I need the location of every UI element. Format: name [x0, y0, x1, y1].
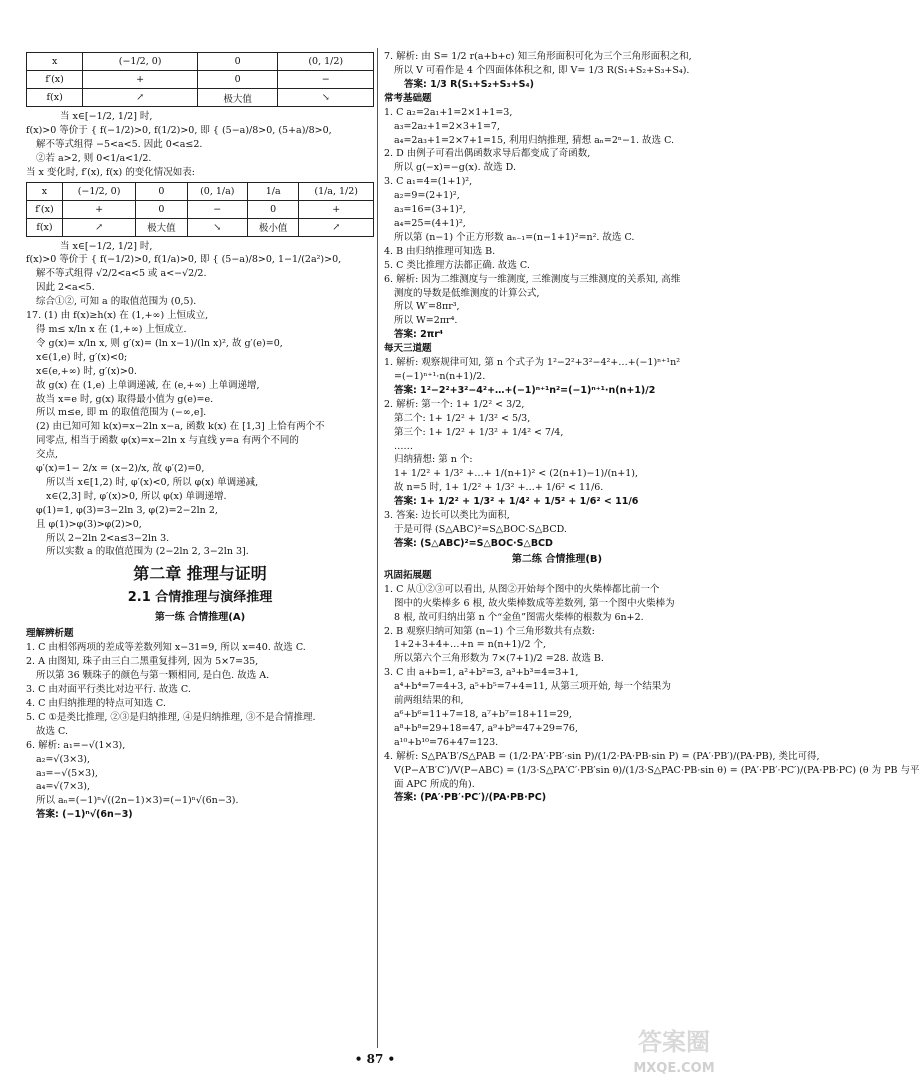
subsection-title: 每天三道题 [384, 343, 432, 355]
answer-line: 答案: (PA′·PB′·PC′)/(PA·PB·PC) [394, 792, 547, 804]
table-cell: f(x) [27, 89, 83, 107]
text-line: 交点, [36, 449, 59, 461]
subsection-title: 常考基础题 [384, 92, 432, 104]
table-header-cell: (0, 1/a) [187, 182, 247, 200]
text-line: 因此 2<a<5. [36, 282, 95, 294]
text-line: 故 n=5 时, 1+ 1/2² + 1/3² +…+ 1/6² < 11/6. [394, 482, 604, 494]
text-line: 令 g(x)= x/ln x, 则 g′(x)= (ln x−1)/(ln x)², 故 g′(e)=0, [36, 337, 283, 349]
chapter-title: 第二章 推理与证明 [133, 564, 267, 584]
text-line: 2. B 观察归纳可知第 (n−1) 个三角形数共有点数: [384, 625, 595, 637]
text-line: 图中的火柴棒多 6 根, 故火柴棒数成等差数列, 第一个图中火柴棒为 [394, 597, 675, 609]
table-cell: − [278, 71, 374, 89]
table-header-cell: (1/a, 1/2) [299, 182, 374, 200]
text-line: ②若 a>2, 则 0<1/a<1/2. [36, 152, 152, 164]
text-line: 4. C 由归纳推理的特点可知选 C. [26, 698, 166, 709]
text-line: (2) 由已知可知 k(x)=x−2ln x−a, 函数 k(x) 在 [1,3] 上恰有两个不 [36, 421, 325, 433]
text-line: 当 x∈[−1/2, 1/2] 时, [60, 240, 153, 252]
table-cell: 0 [136, 200, 187, 218]
text-line: 所以 m≤e, 即 m 的取值范围为 (−∞,e]. [36, 407, 207, 419]
table-header-cell: (0, 1/2) [278, 53, 374, 71]
text-line: 第二个: 1+ 1/2² + 1/3² < 5/3, [394, 412, 531, 424]
text-line: 1. 解析: 观察规律可知, 第 n 个式子为 1²−2²+3²−4²+…+(−1)ⁿ⁺¹n² [384, 357, 681, 369]
text-line: 1+ 1/2² + 1/3² +…+ 1/(n+1)² < (2(n+1)−1)/(n+1), [394, 468, 639, 480]
text-line: 解不等式组得 −5<a<5. 因此 0<a≤2. [36, 138, 203, 150]
text-line: a⁶+b⁶=11+7=18, a⁷+b⁷=18+11=29, [394, 708, 572, 720]
table-cell: 极小值 [247, 218, 298, 236]
text-line: a₄=√(7×3), [36, 781, 90, 793]
table-cell: f′(x) [27, 200, 63, 218]
text-line: a₃=16=(3+1)², [394, 204, 466, 216]
text-line: x∈(1,e) 时, g′(x)<0; [36, 351, 128, 363]
lesson-title: 第一练 合情推理(A) [154, 612, 246, 624]
text-line: a₂=√(3×3), [36, 753, 90, 765]
text-line: a₄=2a₃+1=2×7+1=15, 利用归纳推理, 猜想 aₙ=2ⁿ−1. 故选 C. [394, 134, 675, 146]
text-line: 且 φ(1)>φ(3)>φ(2)>0, [36, 518, 142, 530]
text-line: f(x)>0 等价于 { f(−1/2)>0, f(1/a)>0, 即 { (5−a)/8>0, 1−1/(2a²)>0, [26, 254, 342, 266]
text-line: a⁸+b⁸=29+18=47, a⁹+b⁹=47+29=76, [394, 722, 578, 734]
subsection-title: 巩固拓展题 [384, 569, 432, 581]
text-line: 17. (1) 由 f(x)≥h(x) 在 (1,+∞) 上恒成立, [26, 310, 209, 322]
text-line: 1. C 由相邻两项的差成等差数列知 x−31=9, 所以 x=40. 故选 C. [26, 642, 306, 654]
text-line: φ(1)=1, φ(3)=3−2ln 3, φ(2)=2−2ln 2, [36, 504, 218, 516]
answer-line: 答案: (S△ABC)²=S△BOC·S△BCD [394, 537, 553, 549]
text-line: 所以实数 a 的取值范围为 (2−2ln 2, 3−2ln 3]. [46, 546, 249, 558]
text-line: 所以 2−2ln 2<a≤3−2ln 3. [46, 532, 170, 544]
sign-table-2 [26, 182, 374, 237]
left-column [26, 50, 374, 822]
text-line: 1. C a₂=2a₁+1=2×1+1=3, [384, 106, 513, 118]
text-line: 故选 C. [36, 725, 68, 737]
text-line: 当 x 变化时, f′(x), f(x) 的变化情况如表: [26, 166, 195, 178]
text-line: f(x)>0 等价于 { f(−1/2)>0, f(1/2)>0, 即 { (5−a)/8>0, (5+a)/8>0, [26, 124, 332, 136]
text-line: V(P−A′B′C′)/V(P−ABC) = (1/3·S△PA′C′·PB′sin θ)/(1/3·S△PAC·PB·sin θ) = (PA′·PB′·PC′)/(PA·PB·PC) (θ 为 PB 与平 [394, 764, 920, 776]
lesson-title: 第二练 合情推理(B) [511, 553, 603, 565]
table-header-cell: (−1/2, 0) [62, 182, 135, 200]
text-line: 故 g(x) 在 (1,e) 上单调递减, 在 (e,+∞) 上单调递增, [36, 379, 260, 391]
text-line: 得 m≤ x/ln x 在 (1,+∞) 上恒成立. [36, 323, 187, 335]
text-line: a¹⁰+b¹⁰=76+47=123. [394, 736, 499, 748]
text-line: 5. C 类比推理方法都正确. 故选 C. [384, 259, 530, 271]
text-line: 4. 解析: S△PA′B′/S△PAB = (1/2·PA′·PB′·sin P)/(1/2·PA·PB·sin P) = (PA′·PB′)/(PA·PB), 类比可得, [384, 750, 820, 762]
text-line: 归纳猜想: 第 n 个: [394, 454, 473, 466]
text-line: 所以 aₙ=(−1)ⁿ√((2n−1)×3)=(−1)ⁿ√(6n−3). [36, 795, 239, 807]
text-line: 3. C a₁=4=(1+1)², [384, 176, 473, 188]
table-cell: − [187, 200, 247, 218]
text-line: 2. 解析: 第一个: 1+ 1/2² < 3/2, [384, 398, 525, 410]
table-cell: 0 [247, 200, 298, 218]
text-line: 综合①②, 可知 a 的取值范围为 (0,5). [36, 296, 197, 308]
table-cell: ↘ [278, 89, 374, 107]
text-line: 8 根, 故可归纳出第 n 个“金鱼”图需火柴棒的根数为 6n+2. [394, 611, 644, 623]
table-cell: f(x) [27, 218, 63, 236]
text-line: a₄=25=(4+1)², [394, 217, 466, 229]
text-line: x∈(2,3] 时, φ′(x)>0, 所以 φ(x) 单调递增. [46, 490, 227, 502]
answer-line: 答案: 2πr⁴ [394, 329, 444, 341]
text-line: 所以 V 可看作是 4 个四面体体积之和, 即 V= 1/3 R(S₁+S₂+S₃+S₄). [394, 64, 690, 76]
table-cell: 极大值 [197, 89, 277, 107]
text-line: 1. C 从①②③可以看出, 从图②开始每个图中的火柴棒都比前一个 [384, 583, 660, 595]
text-line: a⁴+b⁴=7=4+3, a⁵+b⁵=7+4=11, 从第三项开始, 每一个结果为 [394, 681, 671, 693]
text-line: 7. 解析: 由 S= 1/2 r(a+b+c) 知三角形面积可化为三个三角形面积之和, [384, 51, 692, 62]
table-header-cell: 0 [197, 53, 277, 71]
text-line: 测度的导数是低维测度的计算公式, [394, 287, 540, 299]
table-header-cell: 0 [136, 182, 187, 200]
answer-line: 答案: 1/3 R(S₁+S₂+S₃+S₄) [404, 78, 534, 90]
text-line: =(−1)ⁿ⁺¹·n(n+1)/2. [394, 371, 486, 383]
sign-table-1 [26, 52, 374, 107]
text-line: a₂=9=(2+1)², [394, 190, 460, 202]
text-line: 于是可得 (S△ABC)²=S△BOC·S△BCD. [394, 524, 567, 535]
text-line: 所以当 x∈[1,2) 时, φ′(x)<0, 所以 φ(x) 单调递减, [46, 476, 259, 488]
text-line: 同零点, 相当于函数 φ(x)=x−2ln x 与直线 y=a 有两个不同的 [36, 435, 299, 447]
column-divider [377, 48, 378, 1048]
table-cell: + [299, 200, 374, 218]
watermark-logo [614, 1020, 734, 1080]
subsection-title: 理解辨析题 [26, 628, 74, 640]
text-line: 第三个: 1+ 1/2² + 1/3² + 1/4² < 7/4, [394, 426, 564, 438]
section-title: 2.1 合情推理与演绎推理 [127, 590, 273, 606]
table-cell: + [62, 200, 135, 218]
page-number: • 87 • [354, 1052, 396, 1066]
answer-line: 答案: 1+ 1/2² + 1/3² + 1/4² + 1/5² + 1/6² < 11/6 [394, 496, 639, 508]
table-cell: ↗ [62, 218, 135, 236]
text-line: 面 APC 所成的角). [394, 778, 475, 790]
text-line: 故当 x=e 时, g(x) 取得最小值为 g(e)=e. [36, 393, 214, 405]
text-line: x∈(e,+∞) 时, g′(x)>0. [36, 365, 137, 377]
table-cell: ↗ [83, 89, 198, 107]
table-header-cell: x [27, 53, 83, 71]
text-line: 4. B 由归纳推理可知选 B. [384, 245, 496, 257]
text-line: …… [394, 440, 413, 452]
text-line: 2. A 由图知, 珠子由三白二黑重复排列, 因为 5×7=35, [26, 656, 259, 668]
text-line: 6. 解析: a₁=−√(1×3), [26, 739, 126, 751]
watermark-url: MXQE.COM [633, 1061, 715, 1076]
table-cell: ↗ [299, 218, 374, 236]
text-line: 所以第 (n−1) 个正方形数 aₙ₋₁=(n−1+1)²=n². 故选 C. [394, 231, 635, 243]
text-line: 解不等式组得 √2/2<a<5 或 a<−√2/2. [36, 268, 207, 280]
text-line: 所以第六个三角形数为 7×(7+1)/2 =28. 故选 B. [394, 653, 604, 665]
text-line: a₃=2a₂+1=2×3+1=7, [394, 120, 500, 132]
text-line: 所以 W′=8πr³, [394, 301, 460, 313]
right-column [384, 50, 920, 805]
text-line: 2. D 由例子可看出偶函数求导后都变成了奇函数, [384, 148, 591, 160]
text-line: 所以 g(−x)=−g(x). 故选 D. [394, 162, 516, 174]
text-line: a₃=−√(5×3), [36, 767, 98, 779]
table-cell: + [83, 71, 198, 89]
table-cell: ↘ [187, 218, 247, 236]
answer-line: 答案: 1²−2²+3²−4²+…+(−1)ⁿ⁺¹n²=(−1)ⁿ⁺¹·n(n+1)/2 [394, 384, 656, 396]
text-line: 所以第 36 颗珠子的颜色与第一颗相同, 是白色. 故选 A. [36, 670, 270, 682]
text-line: φ′(x)=1− 2/x = (x−2)/x, 故 φ′(2)=0, [36, 463, 205, 475]
text-line: 3. C 由对面平行类比对边平行. 故选 C. [26, 684, 191, 696]
text-line: 3. 答案: 边长可以类比为面积, [384, 510, 510, 522]
text-line: 6. 解析: 因为二维测度与一维测度, 三维测度与三维测度的关系知, 高维 [384, 273, 681, 285]
text-line: 1+2+3+4+…+n = n(n+1)/2 个, [394, 639, 547, 651]
text-line: 5. C ①是类比推理, ②③是归纳推理, ④是归纳推理, ③不是合情推理. [26, 711, 316, 723]
table-cell: 极大值 [136, 218, 187, 236]
table-header-cell: x [27, 182, 63, 200]
table-header-cell: 1/a [247, 182, 298, 200]
table-cell: 0 [197, 71, 277, 89]
table-header-cell: (−1/2, 0) [83, 53, 198, 71]
answer-line: 答案: (−1)ⁿ√(6n−3) [36, 809, 133, 821]
text-line: 3. C 由 a+b=1, a²+b²=3, a³+b³=4=3+1, [384, 667, 579, 679]
text-line: 所以 W=2πr⁴. [394, 315, 458, 327]
text-line: 前两组结果的和, [394, 695, 464, 707]
text-line: 当 x∈[−1/2, 1/2] 时, [60, 111, 153, 122]
table-cell: f′(x) [27, 71, 83, 89]
watermark-title: 答案圈 [638, 1028, 710, 1056]
